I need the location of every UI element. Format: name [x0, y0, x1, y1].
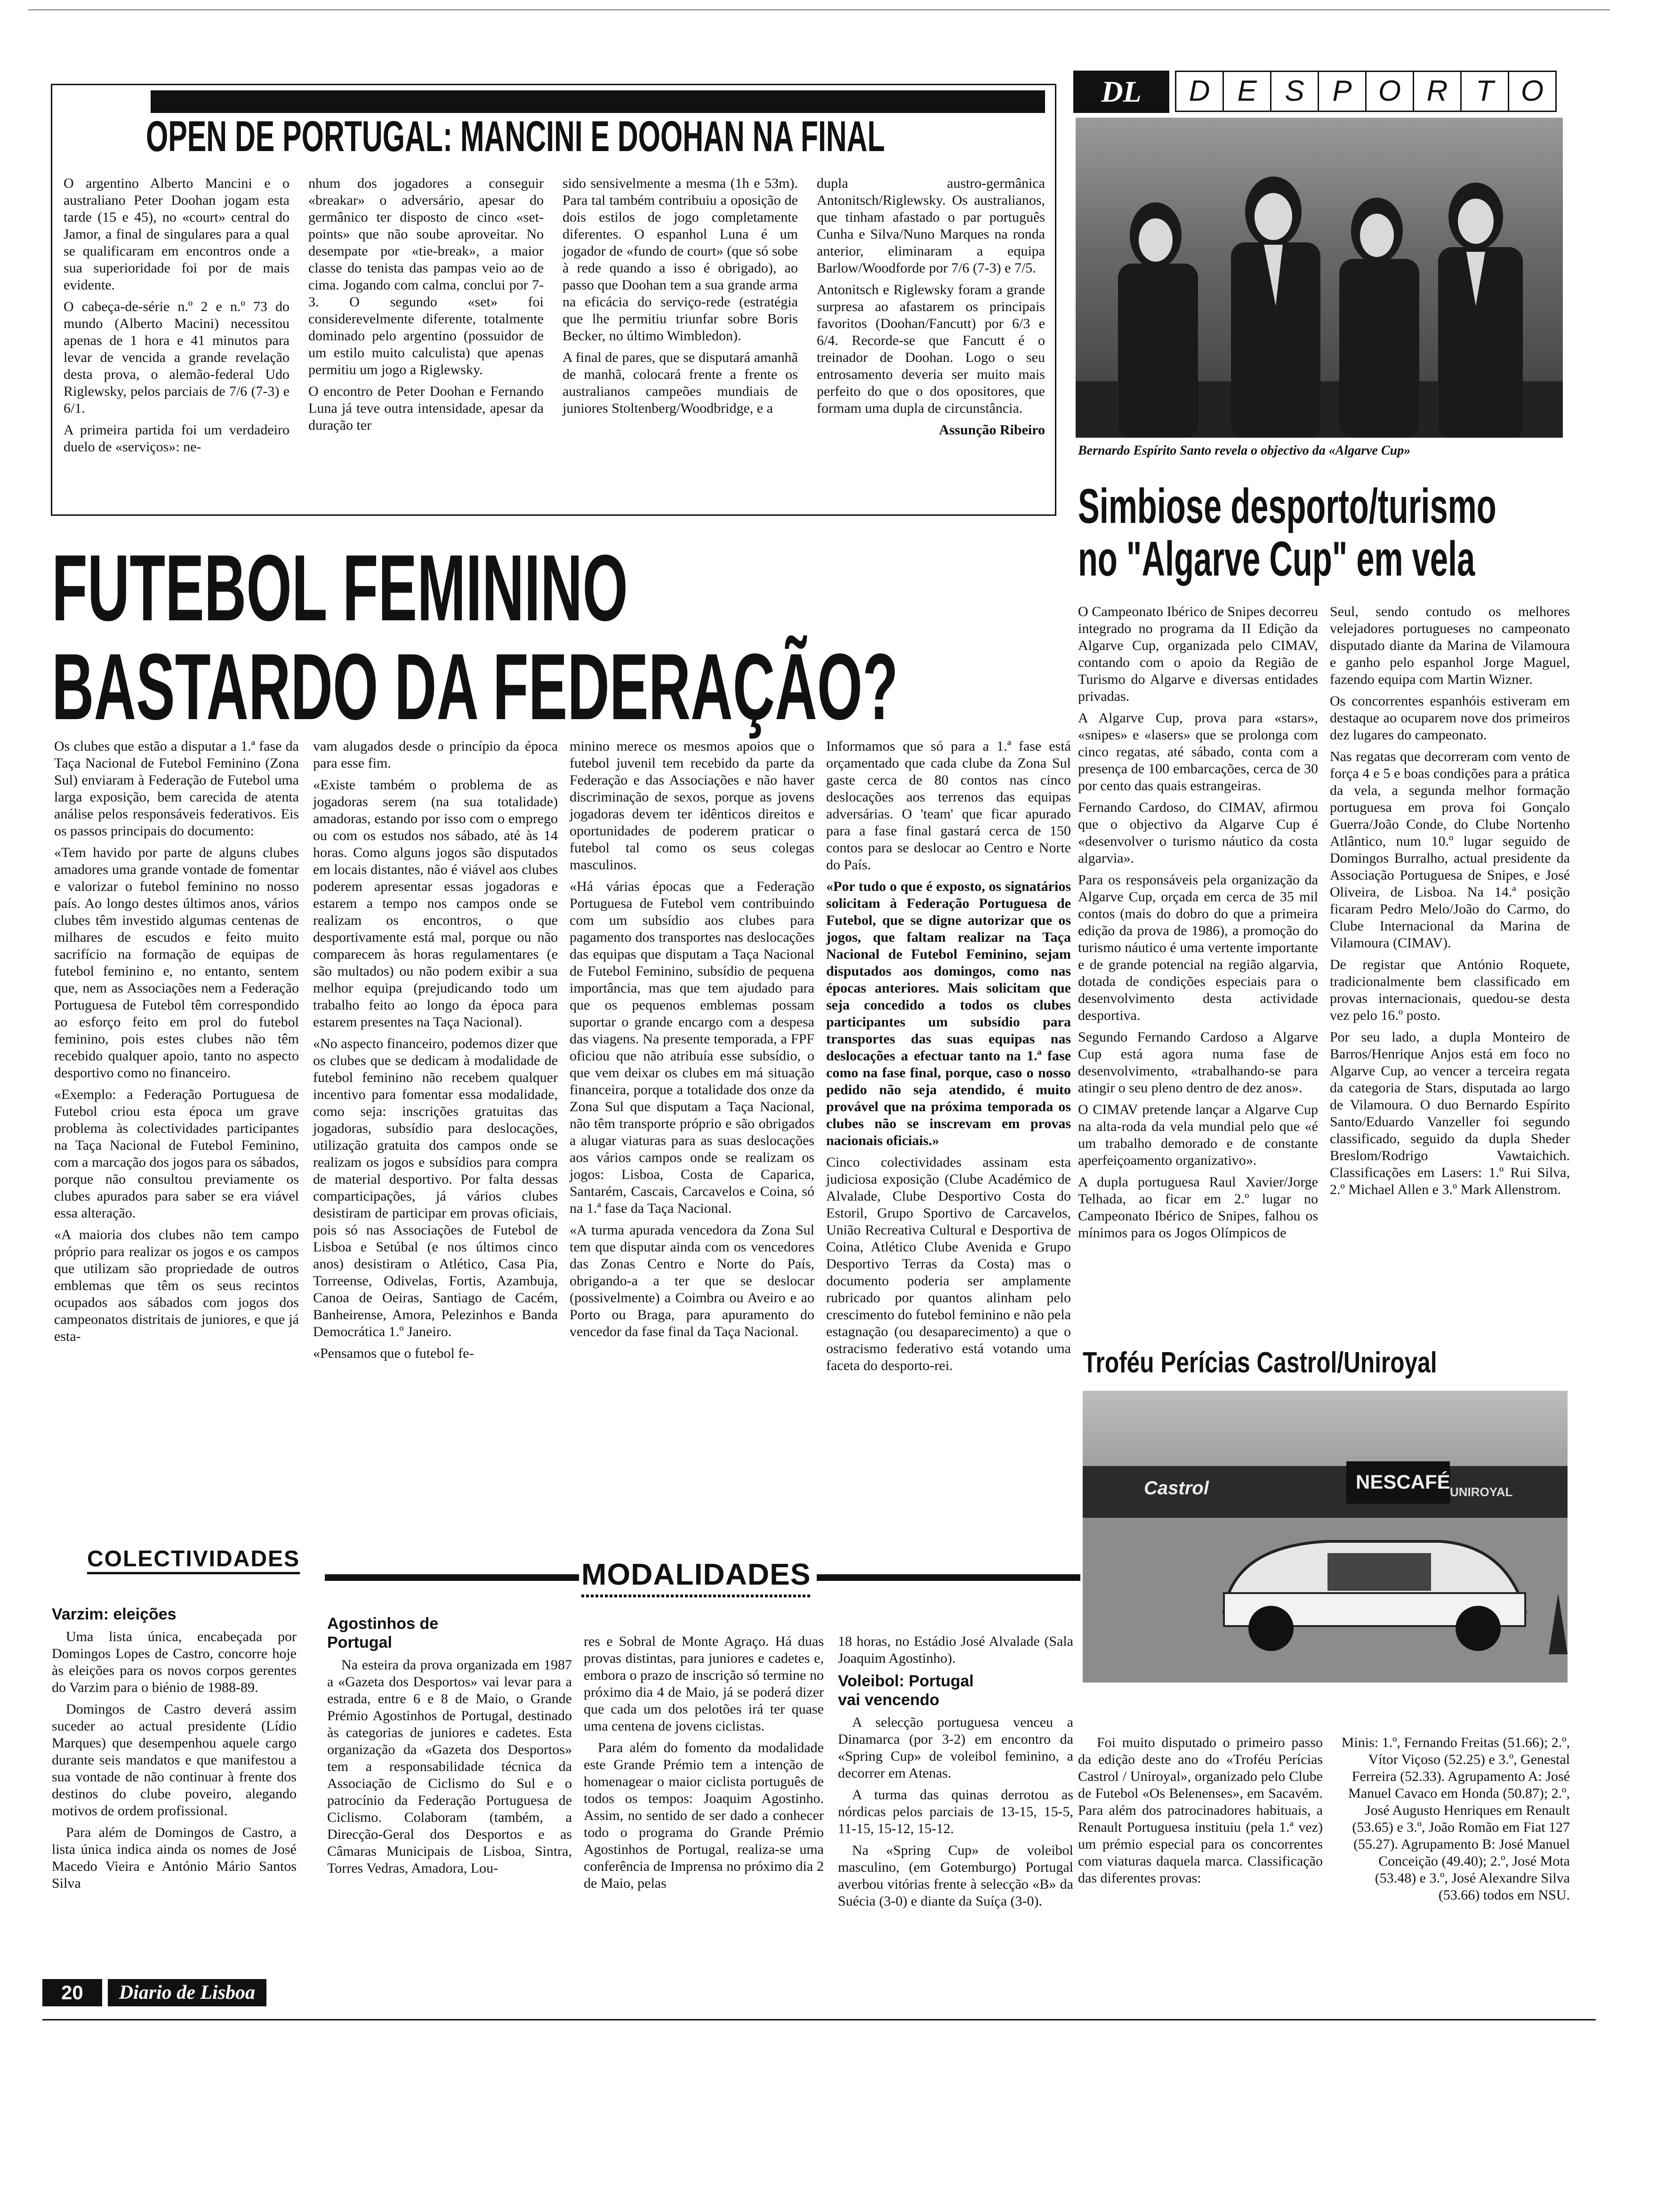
agostinhos-col-2: res e Sobral de Monte Agraço. Há duas provas distintas, para juniores e cadetes e, embora o prazo de inscrição só termine no próximo dia 4 de Maio, já se poderá dizer que cada um dos pelotões irá ter quase uma centena de jovens ciclistas. Para além do fomento da modalidade este Grande Prémio tem a intenção de homenagear o maior ciclista português de todos os tempos: Joaquim Agostinho. Assim, no sentido de ser dado a conhecer todo o programa do Grande Prémio Agostinhos de Portugal, realiza-se uma conferência de Imprensa no próximo dia 2 de Maio, pelas: [584, 1634, 828, 1891]
futebol-col-2: vam alugados desde o princípio da época para esse fim. «Existe também o problema de as jogadoras serem (na sua totalidade) amadoras, estando por isso com o emprego ou com os estudos nos sábado, até às 14 horas. Como alguns jogos são disputados em locais distantes, não é viável aos clubes poderem apresentar essas jogadoras e estarem a tempo nos campos onde se realizam os encontros, o que desportivamente está mal, porque ou não comparecem às horas regulamentares (e são multados) ou não podem exibir a sua melhor equipa (prejudicando todo um trabalho feito ao longo da época para estarem presentes na Taça Nacional). «No aspecto financeiro, podemos dizer que os clubes que se dedicam à modalidade de futebol feminino não recebem qualquer incentivo para fomentar essa modalidade, como seja: inscrições gratuitas das jogadoras, subsídio para deslocações, utilização gratuita dos campos onde se realizam os jogos e subsídios para compra de material desportivo. Por falta dessas comparticipações, já vários clubes desistiram de participar em provas oficiais, pois só nas Associações de Futebol de Lisboa e Setúbal (e nos últimos cinco anos) desistiram o Atlético, Casa Pia, Torreense, Odivelas, Fortis, Azambuja, Canoa de Oeiras, Santiago de Cacém, Banheirense, Amora, Pelezinhos e Banda Democrática 1.º Janeiro. «Pensamos que o futebol fe-: [313, 738, 562, 1361]
open-author: Assunção Ribeiro: [939, 422, 1045, 438]
open-col-1: O argentino Alberto Mancini e o australiano Peter Doohan jogam esta tarde (15 e 45), no «court» central do Jamor, a final de singulares para a qual se qualificaram em encontros onde a sua superioridade foi por de mais evidente. O cabeça-de-série n.º 2 e n.º 73 do mundo (Alberto Macini) necessitou apenas de 1 hora e 41 minutos para levar de vencida a grande revelação desta prova, o alemão-federal Udo Riglewsky, pelos parciais de 7/6 (7-3) e 6/1. A primeira partida foi um verdadeiro duelo de «serviços»: ne-: [64, 176, 293, 455]
modalidades-label: MODALIDADES: [581, 1557, 811, 1591]
modalidades-rule-right: [817, 1574, 1080, 1581]
photo-officials-caption: Bernardo Espírito Santo revela o objectivo da «Algarve Cup»: [1078, 443, 1411, 458]
vela-col-2: Seul, sendo contudo os melhores velejadores portugueses no campeonato disputado diante da Marina de Vilamoura e ganho pelo espanhol Jorge Maguel, fazendo equipa com Martin Wizner. Os concorrentes espanhóis estiveram em destaque ao ocuparem nove dos primeiros dez lugares do campeonato. Nas regatas que decorreram com vento de força 4 e 5 e boas condições para a prática da vela, a segunda melhor formação portuguesa em prova foi Gonçalo Guerra/João Conde, do Clube Nortenho Atlântico, num 10.º lugar seguido de Domingos Burralho, actual presidente da Associação Portuguesa de Snipes, e José Oliveira, de Lisboa. Na 14.ª posição ficaram Pedro Melo/João do Carmo, do Clube Internacional da Marina de Vilamoura (CIMAV). De registar que António Roquete, tradicionalmente bem classificado em provas internacionais, quedou-se desta vez pelo 16.º posto. Por seu lado, a dupla Monteiro de Barros/Henrique Anjos está em foco no Algarve Cup, ao vencer a terceira regata da categoria de Stars, disputada ao largo de Vilamoura. O duo Bernardo Espírito Santo/Eduardo Vanzeller foi segundo classificado, seguido da dupla Sheder Breslom/Rodrigo Vawtaichich. Classificações em Lasers: 1.º Rui Silva, 2.º Michael Allen e 3.º Mark Allenstrom.: [1330, 604, 1574, 1197]
photo-officials-figures: [1076, 118, 1563, 438]
footer-rule: [42, 2019, 1596, 2020]
futebol-col-1: Os clubes que estão a disputar a 1.ª fase da Taça Nacional de Futebol Feminino (Zona Sul) enviaram à Federação de Futebol uma larga exposição, bem carecida de atenta análise pelos responsáveis federativos. Eis os passos principais do documento: «Tem havido por parte de alguns clubes amadores uma grande vontade de fomentar e valorizar o futebol feminino no nosso país. Ao longo destes últimos anos, vários clubes têm investido algumas centenas de milhares de escudos e feito muito sacrifício na formação de equipas de futebol feminino e, no entanto, sentem que, nem as Associações nem a Federação Portuguesa de Futebol têm correspondido ao esforço feito em prol do futebol feminino, pois estes clubes não têm recebido qualquer apoio, tanto no aspecto desportivo como no financeiro. «Exemplo: a Federação Portuguesa de Futebol criou esta época um grave problema às colectividades participantes na Taça Nacional de Futebol Feminino, com a marcação dos jogos para os sábados, porque não consultou previamente os clubes apurados para saber se era viável essa alteração. «A maioria dos clubes não tem campo próprio para realizar os jogos e os campos que utilizam são propriedade de outros emblemas que têm os seus recintos ocupados aos sábados com jogos dos campeonatos distritais de juniores, e que já esta-: [54, 738, 303, 1344]
futebol-headline-line2: BASTARDO DA FEDERAÇÃO?: [52, 634, 898, 739]
banner-letter: D: [1175, 71, 1224, 112]
banner-letter: E: [1224, 71, 1271, 112]
photo-officials: [1076, 118, 1563, 438]
vela-headline-line1: Simbiose desporto/turismo: [1078, 480, 1496, 534]
banner-letter: O: [1367, 71, 1414, 112]
top-rule: [28, 9, 1610, 10]
open-col-2: nhum dos jogadores a conseguir «breakar» o adversário, apesar do germânico ter disposto de cinco «set-points» que não soube aproveitar. No desempate por «tie-break», a maior classe do tenista das pampas veio ao de cima. Jogando com calma, conclui por 7-3. O segundo «set» foi considerevelmente diferente, totalmente dominado pelo argentino (possuidor de um estilo muito calculista) que apenas permitiu um jogo a Riglewsky. O encontro de Peter Doohan e Fernando Luna já teve outra intensidade, apesar da duração ter: [308, 176, 547, 433]
colectividades-label: COLECTIVIDADES: [87, 1546, 300, 1574]
varzim-subhead: Varzim: eleições: [52, 1605, 177, 1623]
banner-letter: P: [1319, 71, 1367, 112]
sign-uniroyal: UNIROYAL: [1450, 1485, 1513, 1499]
dl-logo: DL: [1073, 71, 1169, 113]
trofeu-col-2: Minis: 1.º, Fernando Freitas (51.66); 2.º, Vítor Viçoso (52.25) e 3.º, Genestal Ferreira (52.33). Agrupamento A: José Manuel Cavaco em Honda (50.87); 2.º, José Augusto Henriques em Renault (53.65) e 3.º, João Romão em Fiat 127 (55.27). Agrupamento B: José Manuel Conceição (49.40); 2.º, José Mota (53.48) e 3.º, José Alexandre Silva (53.66) todos em NSU.: [1341, 1735, 1574, 1903]
photo-rally-car: [1083, 1391, 1568, 1683]
publication-name: Diario de Lisboa: [108, 1979, 266, 2006]
banner-letter: T: [1462, 71, 1509, 112]
page-number: 20: [42, 1979, 102, 2006]
open-headline-bar: [151, 90, 1045, 113]
section-banner: [1073, 71, 1563, 113]
futebol-headline-line1: FUTEBOL FEMININO: [52, 541, 628, 641]
banner-letter: S: [1271, 71, 1319, 112]
modalidades-rule-left: [325, 1574, 579, 1581]
futebol-col-4: Informamos que só para a 1.ª fase está orçamentado que cada clube da Zona Sul gaste cerca de 80 contos nas cinco deslocações aos terrenos das equipas adversárias. O 'team' que ficar apurado para a fase final gastará cerca de 150 contos para se deslocar ao Centro e Norte do País. «Por tudo o que é exposto, os signatários solicitam à Federação Portuguesa de Futebol, que se digne autorizar que os jogos, que faltam realizar na Taça Nacional de Futebol Feminino, sejam disputados aos domingos, como nas épocas anteriores. Mais solicitam que seja concedido a todos os clubes participantes um subsídio para transportes das suas equipas nas deslocações a efectuar tanto na 1.ª fase como na fase final, porque, caso o nosso pedido não seja atendido, é muito provável que na próxima temporada os clubes não se inscrevam em provas nacionais oficiais.» Cinco colectividades assinam esta judiciosa exposição (Clube Académico de Alvalade, Clube Desportivo Costa do Estoril, Grupo Sportivo de Carcavelos, União Recreativa Cultural e Desportiva de Coina, Atlético Clube Avenida e Grupo Desportivo Terras da Costa) mas o documento poderia ser amplamente rubricado por quantos alinham pelo crescimento do futebol feminino e não pela estagnação (ou desaparecimento) a que o ostracismo federativo está votando uma faceta do desporto-rei.: [826, 738, 1075, 1373]
sign-castrol: Castrol: [1144, 1478, 1209, 1499]
vela-headline-line2: no "Algarve Cup" em vela: [1078, 532, 1475, 586]
modalidades-underline: [581, 1595, 812, 1597]
agostinhos-col-1: Agostinhos de Portugal Na esteira da prova organizada em 1987 a «Gazeta dos Desportos» vai levar para a estrada, entre 6 e 8 de Maio, o Grande Prémio Agostinhos de Portugal, destinado às categorias de juniores e cadetes. Esta organização da «Gazeta dos Desportos» tem a responsabilidade técnica da Associação de Ciclismo do Sul e o patrocínio da Federação Portuguesa de Ciclismo. Colaboram (também, a Direcção-Geral dos Desportos e as Câmaras Municipais de Lisboa, Sintra, Torres Vedras, Amadora, Lou-: [327, 1615, 576, 1876]
voleibol-subhead: Voleibol: Portugal vai vencendo: [838, 1672, 974, 1709]
agostinhos-subhead: Agostinhos de Portugal: [327, 1615, 439, 1651]
page-footer: [42, 1979, 400, 2006]
open-col-4: dupla austro-germânica Antonitsch/Riglewsky. Os australianos, que tinham afastado o par português Cunha e Silva/Nuno Marques na ronda anterior, eliminaram a equipa Barlow/Woodforde por 7/6 (7-3) e 7/5. Antonitsch e Riglewsky foram a grande surpresa ao afastarem os principais favoritos (Doohan/Fancutt) por 6/3 e 6/4. Recorde-se que Fancutt é o treinador de Doohan. Logo o seu entrosamento deveria ser muito mais perfeito do que o dos opositores, que formam uma dupla de circunstância. Assunção Ribeiro: [817, 176, 1049, 438]
open-headline: OPEN DE PORTUGAL: MANCINI E DOOHAN NA FINAL: [146, 113, 885, 160]
photo-rally-scene: [1083, 1391, 1568, 1683]
trofeu-col-1: Foi muito disputado o primeiro passo da edição deste ano do «Troféu Perícias Castrol / Uniroyal», organizado pelo Clube de Futebol «Os Belenenses», em Sacavém. Para além dos patrocinadores habituais, a Renault Portuguesa instituiu (pela 1.ª vez) um prémio especial para os concorrentes com viaturas daquela marca. Classificação das diferentes provas:: [1078, 1735, 1327, 1886]
voleibol-col: 18 horas, no Estádio José Alvalade (Sala Joaquim Agostinho). Voleibol: Portugal vai vencendo A selecção portuguesa venceu a Dinamarca (por 3-2) em encontro da «Spring Cup» de voleibol feminino, a decorrer em Atenas. A turma das quinas derrotou as nórdicas pelos parciais de 13-15, 15-5, 11-15, 15-12, 15-12. Na «Spring Cup» de voleibol masculino, (em Gotemburgo) Portugal averbou vitórias frente à selecção «B» da Suécia (3-0) e diante da Suíça (3-0).: [838, 1634, 1077, 1909]
vela-col-1: O Campeonato Ibérico de Snipes decorreu integrado no programa da II Edição da Algarve Cup, organizada pelo CIMAV, contando com o apoio da Região de Turismo do Algarve e diversas entidades privadas. A Algarve Cup, prova para «stars», «snipes» e «lasers» que se prolonga com cinco regatas, até sábado, conta com a presença de 100 embarcações, cerca de 30 por cento das quais estrangeiras. Fernando Cardoso, do CIMAV, afirmou que o objectivo da Algarve Cup é «desenvolver o turismo náutico da costa algarvia». Para os responsáveis pela organização da Algarve Cup, orçada em cerca de 35 mil contos (mais do dobro do que a primeira edição da prova de 1986), a promoção do turismo náutico é uma vertente importante e de grande potencial na região algarvia, dotada de condições especiais para o desenvolvimento desta actividade desportiva. Segundo Fernando Cardoso a Algarve Cup está agora numa fase de desenvolvimento, «trabalhando-se para atingir o seu pleno dentro de dez anos». O CIMAV pretende lançar a Algarve Cup na alta-roda da vela mundial pelo que «é um trabalho demorado e de constante aperfeiçoamento organizativo». A dupla portuguesa Raul Xavier/Jorge Telhada, ao ficar em 2.º lugar no Campeonato Ibérico de Snipes, falhou os mínimos para os Jogos Olímpicos de: [1078, 604, 1322, 1241]
banner-letter: R: [1414, 71, 1462, 112]
colectividades-body: Varzim: eleições Uma lista única, encabeçada por Domingos Lopes de Castro, concorre hoje às eleições para os novos corpos gerentes do Varzim para o biénio de 1988-89. Domingos de Castro deverá assim suceder ao actual presidente (Lídio Marques) que desempenhou aquele cargo durante seis mandatos e que manifestou a sua vontade de não continuar à frente dos destinos do clube poveiro, alegando motivos de ordem profissional. Para além de Domingos de Castro, a lista única indica ainda os nomes de José Macedo Vieira e António Mário Santos Silva: [52, 1605, 300, 1891]
open-col-3: sido sensivelmente a mesma (1h e 53m). Para tal também contribuiu a oposição de dois estilos de jogo completamente diferentes. O espanhol Luna é um jogador de «fundo de court» (que só sobe à rede quando a isso é obrigado), ao passo que Doohan tem a sua grande arma na eficácia do serviço-rede (estratégia que lhe permitiu triunfar sobre Boris Becker, no último Wimbledon). A final de pares, que se disputará amanhã de manhã, colocará frente a frente os australianos campeões mundiais de juniores Stoltenberg/Woodbridge, e a: [563, 176, 802, 416]
trofeu-headline: Troféu Perícias Castrol/Uniroyal: [1083, 1346, 1437, 1379]
sign-nescafe: NESCAFÉ: [1356, 1471, 1450, 1493]
banner-letter: O: [1509, 71, 1557, 112]
futebol-col-3: minino merece os mesmos apoios que o futebol juvenil tem recebido da parte da Federação e das Associações e não haver discriminação de sexos, porque as jovens jogadoras devem ter idênticos direitos e oportunidades de poderem praticar o futebol tal como os seus colegas masculinos. «Há várias épocas que a Federação Portuguesa de Futebol vem contribuindo com um subsídio aos clubes para pagamento dos transportes nas deslocações das equipas que disputam a Taça Nacional de Futebol Feminino, subsídio de pequena importância, mas que tem ajudado para que os pequenos emblemas possam suportar o grande encargo com a despesa das viagens. Na presente temporada, a FPF oficiou que não atribuía esse subsídio, o que vem deixar os clubes em má situação financeira, porque a totalidade dos onze da Zona Sul que disputam a Taça Nacional, não têm transporte próprio e são obrigados a alugar viaturas para as suas deslocações aos vários campos onde se realizam os jogos: Lisboa, Costa de Caparica, Santarém, Cascais, Carcavelos e Coina, só na 1.ª fase da Taça Nacional. «A turma apurada vencedora da Zona Sul tem que disputar ainda com os vencedores das Zonas Centro e Norte do País, obrigando-a a ter que se deslocar (possivelmente) a Coimbra ou Aveiro e ao Porto ou Braga, para apuramento do vencedor da fase final da Taça Nacional.: [570, 738, 818, 1339]
